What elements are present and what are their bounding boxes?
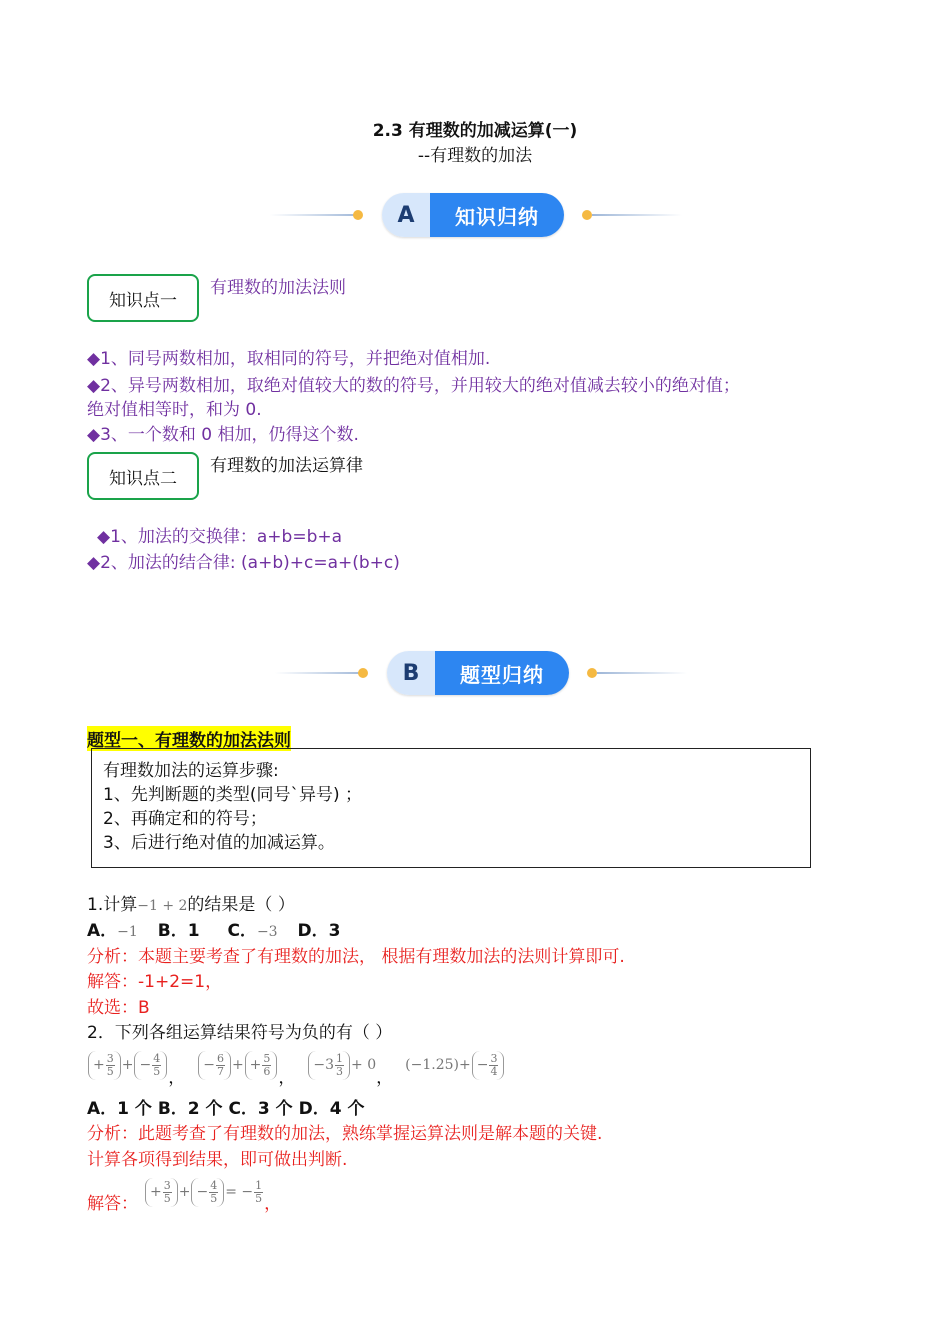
q1-analysis: 分析：本题主要考查了有理数的加法， 根据有理数加法的法则计算即可. xyxy=(87,947,625,967)
banner-dot-right xyxy=(587,668,597,678)
banner-line-right xyxy=(597,672,687,674)
page-subtitle: --有理数的加法 xyxy=(417,146,533,166)
q1-option-b: B．1 xyxy=(157,921,200,941)
banner-text: 题型归纳 xyxy=(435,651,569,695)
banner-pill xyxy=(387,651,569,695)
law-commutative: ◆1、加法的交换律：a+b=b+a xyxy=(97,527,343,547)
knowledge-box-2: 知识点二 xyxy=(87,452,199,500)
q1-prefix: 1.计算 xyxy=(87,895,138,915)
law-associative: ◆2、加法的结合律: (a+b)+c=a+(b+c) xyxy=(87,553,400,573)
steps-title: 有理数加法的运算步骤: xyxy=(103,761,279,781)
banner-dot-left xyxy=(358,668,368,678)
banner-pill xyxy=(382,193,564,237)
type-heading-1: 题型一、有理数的加法法则 xyxy=(87,726,291,751)
q2-expressions xyxy=(87,1042,505,1088)
step-3: 3、后进行绝对值的加减运算。 xyxy=(103,833,335,853)
banner-line-left xyxy=(270,214,360,216)
q2-separator: ， xyxy=(278,1068,296,1088)
q1-option-a-label: A． xyxy=(87,921,118,941)
question-2-stem: 2．下列各组运算结果符号为负的有（ ） xyxy=(87,1023,393,1043)
q2-solution-label: 解答： xyxy=(87,1194,138,1214)
rule-3: ◆3、一个数和 0 相加，仍得这个数. xyxy=(87,425,359,445)
knowledge-heading-1: 有理数的加法法则 xyxy=(210,278,346,298)
q2-options: A．1 个 B．2 个 C．3 个 D．4 个 xyxy=(87,1099,365,1119)
q1-option-c-value: −3 xyxy=(256,924,278,940)
banner-letter: A xyxy=(382,193,430,237)
q1-expression: −1 + 2 xyxy=(137,898,188,914)
q2-analysis-2: 计算各项得到结果，即可做出判断. xyxy=(87,1150,348,1170)
banner-text: 知识归纳 xyxy=(430,193,564,237)
q2-separator: ， xyxy=(376,1068,394,1088)
q2-separator: ， xyxy=(168,1068,186,1088)
q1-option-c-label: C． xyxy=(227,921,257,941)
rule-2-cont: 绝对值相等时，和为 0. xyxy=(87,400,262,420)
knowledge-box-1: 知识点一 xyxy=(87,274,199,322)
q1-option-a-value: −1 xyxy=(117,924,138,940)
rule-1: ◆1、同号两数相加，取相同的符号，并把绝对值相加. xyxy=(87,349,491,369)
q1-answer: 故选：B xyxy=(87,998,150,1018)
step-1: 1、先判断题的类型(同号`异号) ； xyxy=(103,785,362,805)
q1-suffix: 的结果是（ ） xyxy=(187,895,295,915)
knowledge-heading-2: 有理数的加法运算律 xyxy=(210,456,363,476)
q2-solution-tail: ， xyxy=(264,1194,282,1214)
q2-expression-2: − $\frac{6}{7}$ + + $\frac{5}{6}$ xyxy=(197,1051,278,1080)
banner-letter: B xyxy=(387,651,435,695)
steps-box xyxy=(91,748,811,868)
q2-expression-3: −3 $\frac{1}{3}$ + 0 xyxy=(307,1051,376,1080)
q1-solution: 解答：-1+2=1， xyxy=(87,972,223,992)
question-1-stem xyxy=(87,890,295,915)
banner-line-right xyxy=(592,214,682,216)
q2-analysis-1: 分析：此题考查了有理数的加法，熟练掌握运算法则是解本题的关键. xyxy=(87,1124,603,1144)
banner-dot-right xyxy=(582,210,592,220)
page-title: 2.3 有理数的加减运算(一) xyxy=(372,121,578,141)
step-2: 2、再确定和的符号； xyxy=(103,809,267,829)
q2-expression-4: (−1.25) + − $\frac{3}{4}$ xyxy=(405,1051,505,1080)
q2-expression-1: + $\frac{3}{5}$ + − $\frac{4}{5}$ xyxy=(87,1051,168,1080)
section-banner-a xyxy=(270,193,670,237)
q1-option-d: D．3 xyxy=(297,921,341,941)
q2-solution xyxy=(87,1170,281,1214)
banner-dot-left xyxy=(353,210,363,220)
rule-2: ◆2、异号两数相加，取绝对值较大的数的符号，并用较大的绝对值减去较小的绝对值； xyxy=(87,376,740,396)
banner-line-left xyxy=(275,672,365,674)
section-banner-b xyxy=(275,651,675,695)
question-1-options xyxy=(87,916,340,941)
q2-solution-expression: + $\frac{3}{5}$ + − $\frac{4}{5}$ = − $\frac{1}{5}$ xyxy=(144,1178,264,1207)
